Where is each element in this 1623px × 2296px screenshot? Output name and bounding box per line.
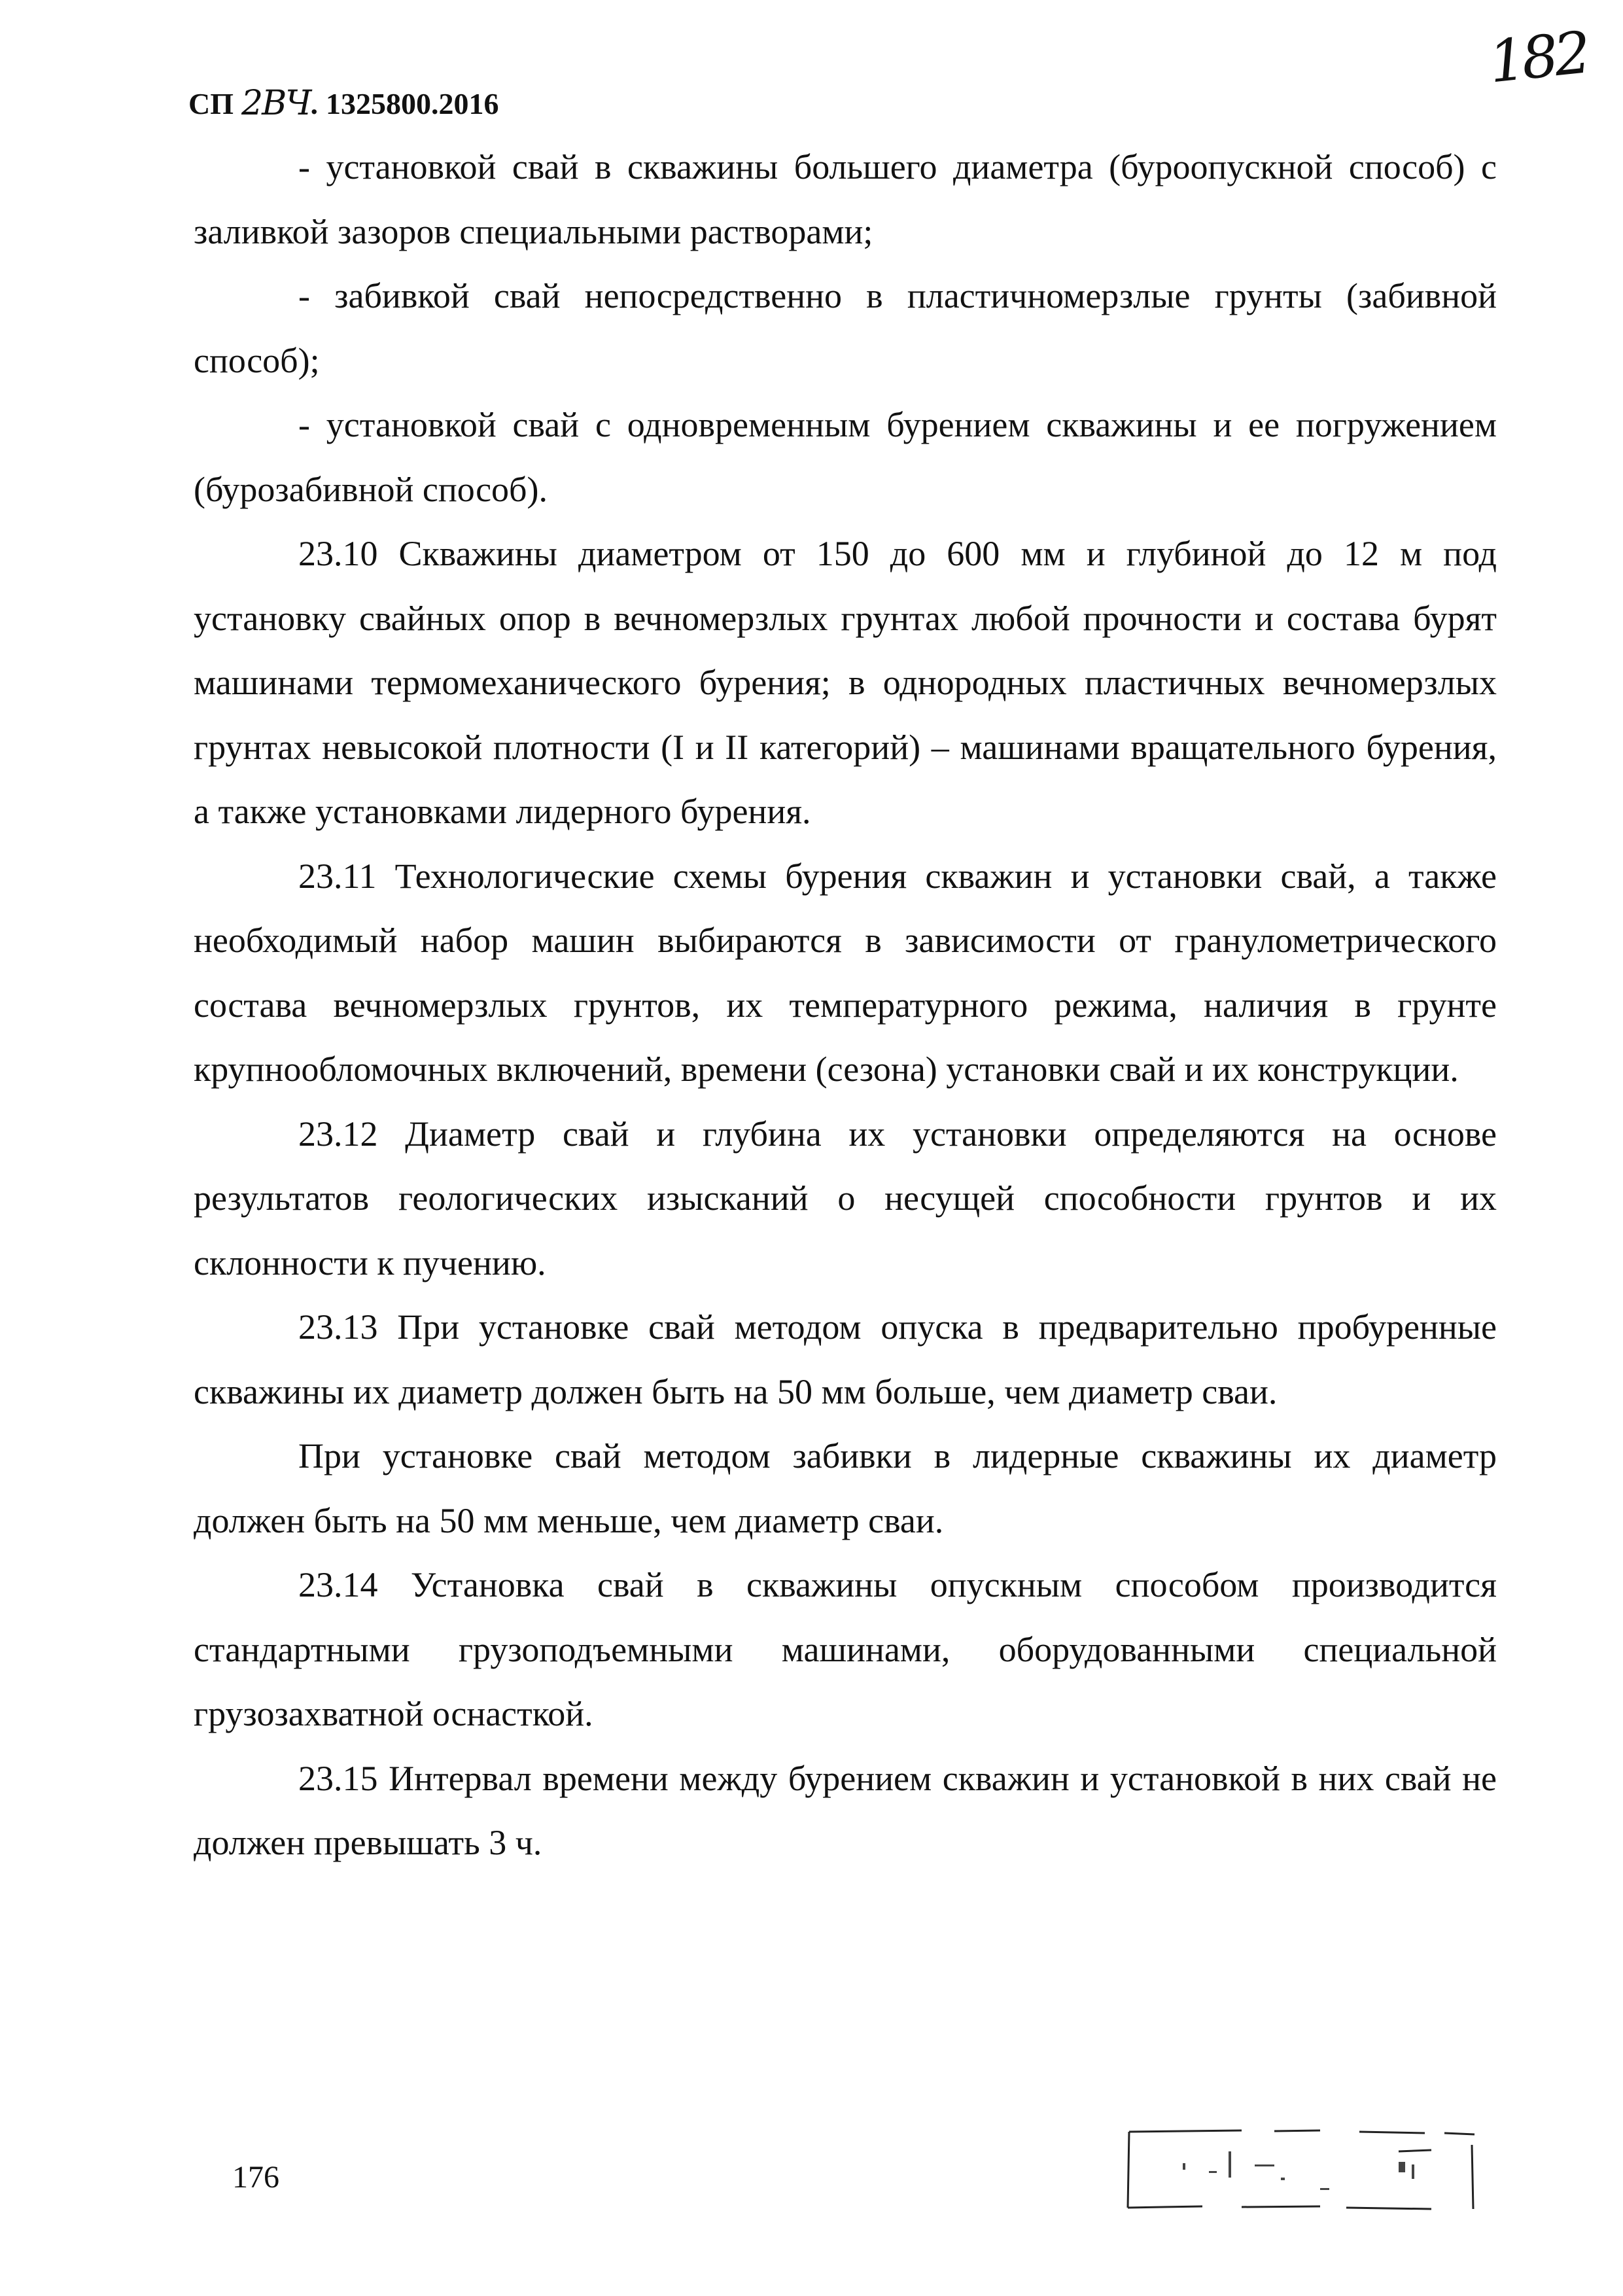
stamp-box	[1124, 2125, 1477, 2214]
paragraph: 23.14 Установка свай в скважины опускным способом производится стандартными грузоподъемными машинами, оборудованными специальной грузозахватной оснасткой.	[194, 1565, 1497, 1733]
handwritten-insert: 2ВЧ	[241, 84, 311, 123]
paragraph: 23.13 При установке свай методом опуска в предварительно пробуренные скважины их диаметр должен быть на 50 мм больше, чем диаметр сваи.	[194, 1307, 1497, 1411]
handwritten-page-mark: 182	[1486, 18, 1590, 96]
header-dot: .	[310, 86, 318, 120]
page-number: 176	[232, 2160, 279, 2195]
standard-prefix: СП	[188, 86, 234, 120]
paragraph: 23.12 Диаметр свай и глубина их установки определяются на основе результатов геологических изысканий о несущей способности грунтов и их склонности к пучению.	[194, 1114, 1497, 1282]
document-body	[194, 135, 1497, 1875]
paragraph: При установке свай методом забивки в лидерные скважины их диаметр должен быть на 50 мм меньше, чем диаметр сваи.	[194, 1436, 1497, 1540]
paragraph: - установкой свай в скважины большего диаметра (буроопускной способ) с заливкой зазоров специальными растворами;	[194, 147, 1497, 251]
standard-code: 1325800.2016	[326, 86, 499, 120]
paragraph: - установкой свай с одновременным бурением скважины и ее погружением (бурозабивной способ).	[194, 405, 1497, 509]
paragraph: 23.10 Скважины диаметром от 150 до 600 мм и глубиной до 12 м под установку свайных опор в вечномерзлых грунтах любой прочности и состава бурят машинами термомеханического бурения; в однородных пластичных вечномерзлых грунтах невысокой плотности (I и II категорий) – машинами вращательного бурения, а также установками лидерного бурения.	[194, 534, 1497, 831]
paragraph: 23.15 Интервал времени между бурением скважин и установкой в них свай не должен превышать 3 ч.	[194, 1758, 1497, 1862]
document-header	[188, 84, 499, 123]
paragraph: 23.11 Технологические схемы бурения скважин и установки свай, а также необходимый набор машин выбираются в зависимости от гранулометрического состава вечномерзлых грунтов, их температурного режима, наличия в грунте крупнообломочных включений, времени (сезона) установки свай и их конструкции.	[194, 856, 1497, 1089]
paragraph: - забивкой свай непосредственно в пластичномерзлые грунты (забивной способ);	[194, 276, 1497, 380]
